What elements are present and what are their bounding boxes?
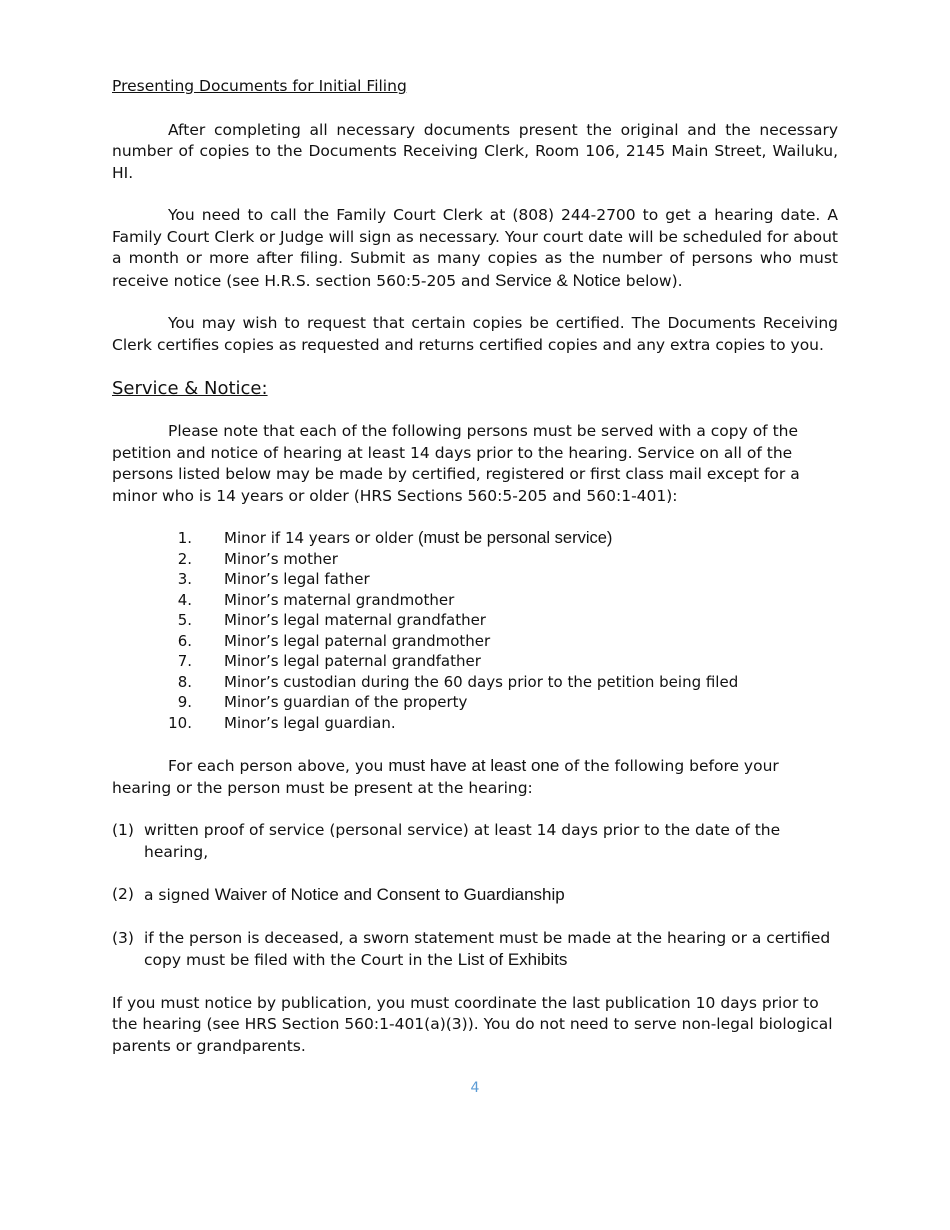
list-number: 3. [177, 570, 192, 588]
requirement-2 [112, 884, 838, 907]
list-item [112, 692, 838, 713]
list-text: Minor’s legal guardian. [224, 713, 396, 732]
filing-paragraph-2 [112, 205, 838, 292]
list-item [112, 631, 838, 652]
list-number: 2. [177, 549, 192, 568]
list-item [112, 549, 838, 570]
list-item [112, 672, 838, 693]
requirement-3 [112, 928, 838, 972]
list-item [112, 528, 838, 549]
initial-filing-heading: Presenting Documents for Initial Filing [112, 77, 407, 95]
requirement-mark: (3) [112, 928, 134, 947]
list-text: Minor’s legal maternal grandfather [224, 611, 486, 629]
list-item [112, 569, 838, 590]
requirements-intro-paragraph [112, 755, 838, 799]
service-notice-ref: Service & Notice [495, 270, 621, 290]
document-page [112, 76, 838, 1057]
exhibits-list-ref: List of Exhibits [457, 950, 568, 969]
list-number: 5. [177, 611, 192, 629]
service-intro-paragraph: Please note that each of the following persons must be served with a copy of the petition and notice of hearing at least 14 days prior to the hearing. Service on all of the persons listed below may be made by certified, registered or first class mail except for a minor who is 14 years or older (HRS Sections 560:5-205 and 560:1-401): [112, 422, 800, 505]
requirement-text [144, 928, 838, 972]
list-number: 1. [177, 529, 192, 547]
list-text: Minor’s maternal grandmother [224, 590, 455, 609]
filing-paragraph-3: You may wish to request that certain copies be certified. The Documents Receiving Clerk certifies copies as requested and returns certified copies and any extra copies to you. [112, 314, 838, 354]
list-text: Minor’s legal paternal grandfather [224, 652, 481, 670]
requirement-mark: (1) [112, 821, 134, 839]
list-text: Minor’s mother [224, 549, 338, 568]
filing-paragraph-1: After completing all necessary documents present the original and the necessary number of copies to the Documents Receiving Clerk, Room 106, 2145 Main Street, Wailuku, HI. [112, 120, 838, 182]
list-number: 8. [177, 672, 192, 691]
list-text [224, 528, 612, 549]
requirement-text-main: a signed [144, 886, 215, 904]
persons-list [112, 528, 838, 733]
list-text: Minor’s legal father [224, 570, 370, 588]
requirement-text: written proof of service (personal service) at least 14 days prior to the date of the hearing, [144, 821, 781, 861]
list-item [112, 610, 838, 631]
service-notice-heading: Service & Notice: [112, 378, 268, 399]
list-number: 10. [168, 713, 192, 732]
list-item [112, 713, 838, 734]
list-number: 7. [177, 652, 192, 670]
publication-paragraph: If you must notice by publication, you must coordinate the last publication 10 days prior to the hearing (see HRS Section 560:1-401(a)(3)). You do not need to serve non-legal biological parents or grandparents. [112, 993, 833, 1055]
requirement-text [144, 884, 838, 907]
waiver-document-ref: Waiver of Notice and Consent to Guardianship [214, 885, 565, 904]
requirement-mark: (2) [112, 885, 134, 903]
filing-paragraph-2-end: below). [620, 271, 683, 290]
list-text-main: Minor if 14 years or older [224, 529, 418, 547]
requirement-1 [112, 820, 838, 863]
page-number: 4 [470, 1080, 480, 1096]
list-text-emphasis: (must be personal service) [418, 529, 613, 547]
list-number: 9. [177, 693, 192, 711]
requirement-text-main: if the person is deceased, a sworn statement must be made at the hearing or a certified copy must be filed with the Court in the [144, 928, 831, 969]
list-text: Minor’s guardian of the property [224, 693, 468, 711]
list-item [112, 651, 838, 672]
requirements-intro-end: of the following before your hearing or the person must be present at the hearing: [112, 757, 779, 797]
list-text: Minor’s legal paternal grandmother [224, 631, 491, 650]
requirements-intro-text: For each person above, you [168, 757, 389, 775]
list-number: 6. [177, 631, 192, 650]
list-item [112, 590, 838, 611]
filing-paragraph-2-text: You need to call the Family Court Clerk at (808) 244-2700 to get a hearing date. A Family Court Clerk or Judge will sign as necessary. Your court date will be scheduled for about a month or more after filing. Submit as many copies as the number of persons who must receive notice (see H.R.S. section 560:5-205 and [112, 206, 838, 290]
requirements-emphasis: must have at least one [388, 756, 560, 775]
list-number: 4. [177, 590, 192, 609]
list-text: Minor’s custodian during the 60 days prior to the petition being filed [224, 672, 739, 691]
